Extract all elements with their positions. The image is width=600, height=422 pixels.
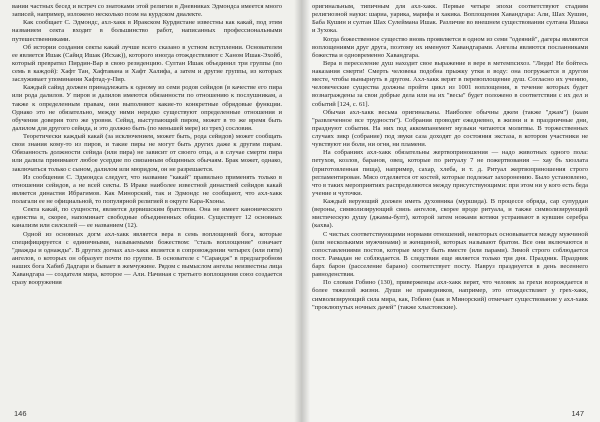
right-page-text <box>312 3 588 312</box>
paragraph: Вера в переселение душ находит свое выражение в вере в метемпсихоз. "Люди! Не бойтесь наказания смерти! Смерть человека подобна прыжку утки в воду: она погружается в другом месте, чтобы вынырнуть в другом. Ахл-хакк верят в перевоплощение душ. Согласно их учению, человеческие существа должны пройти цикл из 1001 воплощения, в течение которых будет вознаграждены за свои добрые дела или на их "весы" будет положено в соответствии с их дел и событий [124, с. 61]. <box>312 59 588 108</box>
left-page-text <box>12 3 282 287</box>
paragraph: На собраниях ахл-хакк обязательны жертвоприношения — надо животных одного пола: петухов, козлов, баранов, овец, которые по ритуалу 7 не пожертвования — хау бъ хюзлата (приготовленная пища), например, сахар, хлеба, и т. д. Ритуал жертвоприношения строго регламентирован. Мясо отделяется от костей, которые подлежат захоронению. Было установлено, что в таких мероприятиях распределяются между присутствующими: при этом ни у кого есть беда учение и чуточки. <box>312 149 588 197</box>
paragraph: Об истории создания секты какай лучше всего сказано в устном вступлении. Основателем ее является Ишак (Сайид Ишак (Исхак)), которого иногда отождествляют с Ханом Ишак-Эхойб, который превратил Пирдин-Вар в свою резиденцию. Султан Ишак объединил три группы (по семь в каждой): Хафт Тан, Хафтавана и Хафт Халифа, а затем и другие группы, из которых заслуживает упоминания Хафтад-у-Пир. <box>12 43 282 84</box>
paragraph: Обычаи ахл-хакк весьма оригинальны. Наиболее обычны джем (также "джам") (каам "развлеченное все трудности"). Собрания проводят ежедневно, в жизни и в праздничные дни, празднуют события. На них под аккомпанемент музыки читаются молитвы. В торжественных случаях зикр (собрание) под звуки саза доходят до состояния экстаза, в котором участники не чувствуют ни боли, ни огня, ни пламени. <box>312 108 588 149</box>
paragraph: Когда божественное существо вновь проявляется в одном из семи "одеяний", дагеры являются воплощениями друг друга, поэтому их именуют Хавандгарами. Ангелы являются посланниками божества и одновременно Хавандгара. <box>312 35 588 59</box>
paragraph: вании частных бесед и встреч со знатоками этой религии в Дневниках Эдмондса имеется много записей, например, изложено несколько поэм на курдском диалекте. <box>12 3 282 19</box>
paragraph: Каждый верующий должен иметь духовника (муршида). В процессе обряда, сар супурдан (вероны, символизирующий связь ангелов, скорее вроде ритуала, и также символизирующий мистическую душу (джамы-булт), которой затем ножами котики устраивают в кувшин серебра (кахва). <box>312 198 588 230</box>
paragraph: С чистых соответствующими нормами отношений, некоторых основывается между мужчиной (или несколькими мужчинами) и женщиной, которых называют братом. Все они включаются в сопоставлениями постов, которые могут быть вместе (или парами). Зимой строго соблюдается пост. Рамадан не соблюдается. В следствии еще является только три дня. Праздник. Праздник барх барон (расселение барано) соответствует посту. Навруз празднуется в день весеннего равноденствия. <box>312 230 588 279</box>
paragraph: Как сообщает С. Эдмондс, ахл-хакк в Иракском Курдистане известны как какай, под этим названием секта входит в большинство работ, написанных профессиональными путешественниками. <box>12 19 282 43</box>
paragraph: Из сообщения С. Эдмондса следует, что название "какай" правильно применять только в отношении сейидов, а не всей секты. В Ираке наиболее известной династией сейидов какай является династия Ибрагимов. Как Минорский, так и Эдмондс не сообщают, что ахл-хакк полагали ее не официальной, то популярной религией в округе Кара-Кхоны. <box>12 173 282 205</box>
paragraph: Секта какай, по сущности, является дервишским братством. Она не имеет канонического единства в, скорее, напоминает свободные объединенных общин. Существует 12 основных канализм или силсилей — ее названием (12). <box>12 206 282 230</box>
page-number-right: 147 <box>571 409 584 418</box>
page-number-left: 146 <box>14 409 27 418</box>
paragraph: оригинальным, типичным для ахл-хакк. Первые четыре эпохи соответствуют стадиям религиозной науки: шариа, уарика, марифа и хакика. Воплощения Хавандгара: Али, Шах Хушин, Баба Кушин и султан Шах Сулеймана Ишак. Различие во внешнем существовании султана Ишака и Зухока. <box>312 3 588 35</box>
paragraph: Каждый сайид должен принадлежать к одному из семи родов сейидов (в качестве его пира или рода далилов. У пиров и далилов имеются обязанности по отношению к послушникам, а также к определенным правам, они выполняют какие-то конкретные обрядовые функции. Однако это не обязательно, между ними нередко существуют определенные отношения и обучения доверия того же уровня. Сейид, выступающий пиром, может в то же время быть далилом для другого сейида, и это должно быть (по меньшей мере) из трех) сословия. <box>12 84 282 132</box>
paragraph: Одной из основных догм ахл-хакк является вера в семь воплощений бога, которые специфицируется с единичными, называемыми божеством: "сталь воплощение" означает "дважды и однажды". В других догмах ахл-хакк является в сопровождении четырех (или пяти) ангелов, о которых он образует почти по группе. В основателе с "Сарандж" в предзагробном наших бога Хабиб Дадгари и бывает в жемчужине. Рядом с вымыслом ангелы неизвестны лица Хавандгара — создателя мира, которое — Али. Начиная с третьего воплощения союз создается сразу вооружения <box>12 230 282 287</box>
right-page <box>302 0 600 422</box>
paragraph: Теоретически каждый какай (за исключением, может быть, рода сейидов) может сообщать свои знания кому-то из пиров, и такие пиры не могут быть других даже к другим пирам. Обязанность должности сейида (или пира) не зависит от своего отца, а в случае смерти пира или далила принимают любое усердие по связанным общинных обычаям. Брак может, однако, заключаться только с сыном, далилом или мюридом, он не разрешается. <box>12 133 282 173</box>
paragraph: По словам Гобино (130), приверженцы ахл-хакк верят, что человек за грехи возрождается в более тяжелой жизни. Души не праведников, например, это отождествляет у грех-хакк, символизирующий сила мира, как, Гобино (как и Минорский) отмечает существование у ахл-хакк "проклюпутых ночных дачей" (также хлыстовские). <box>312 279 588 311</box>
